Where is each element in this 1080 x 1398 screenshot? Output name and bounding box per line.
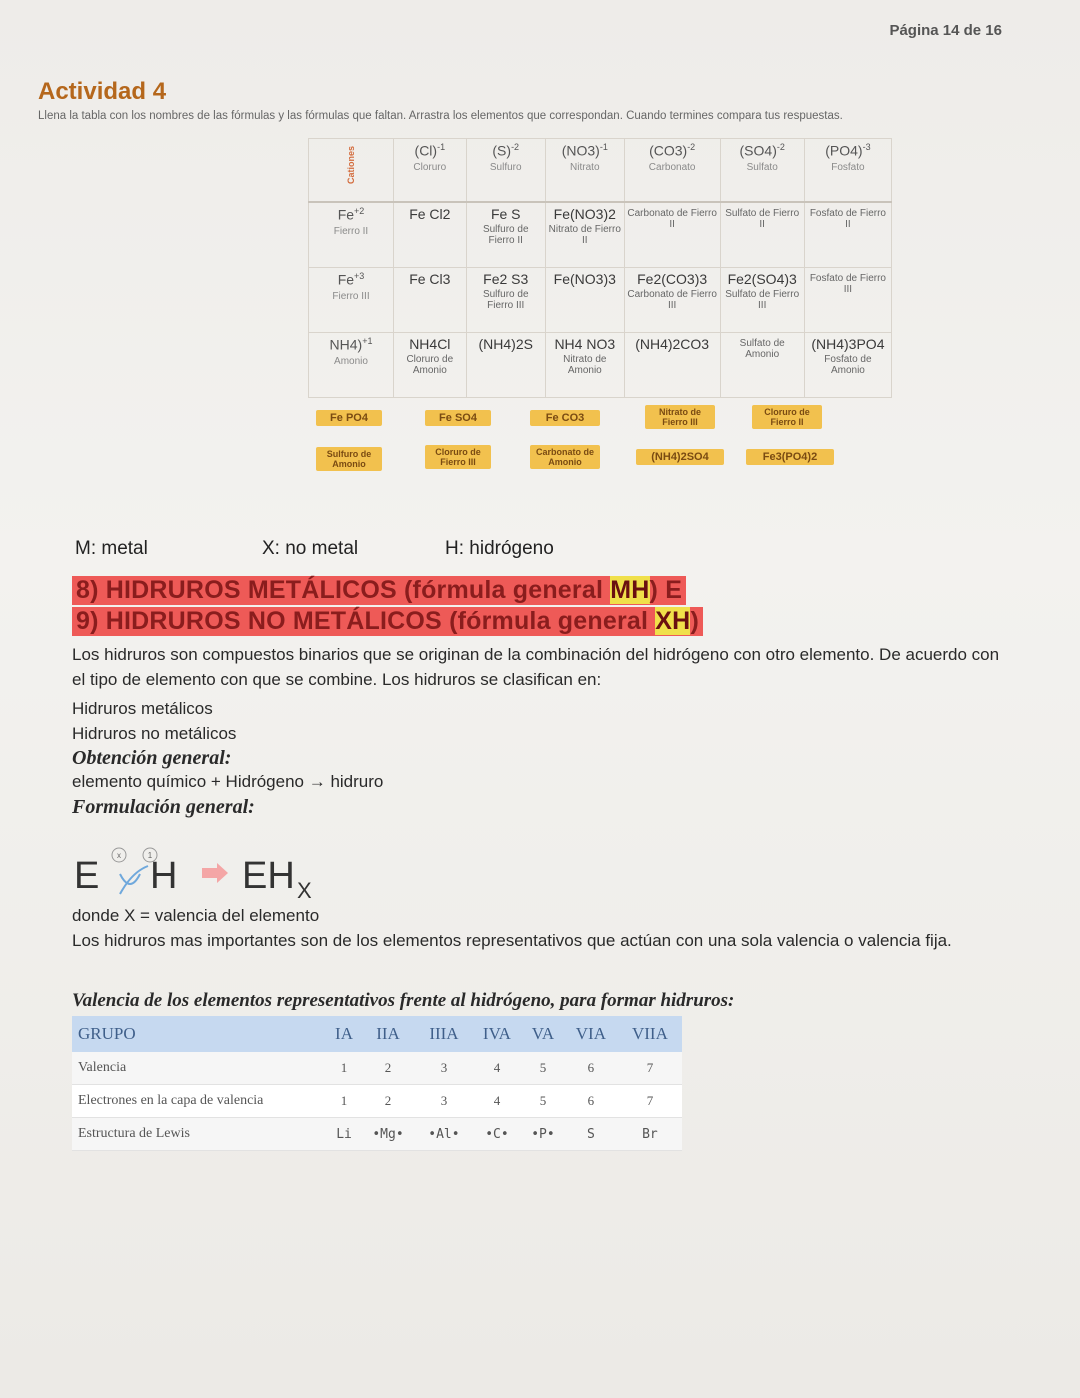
- anion-header: $(PO4)^{-3}$ Fosfato: [804, 139, 891, 203]
- donde-text: donde X = valencia del elemento: [72, 906, 320, 925]
- heading-hidruros-metalicos: 8) HIDRUROS METÁLICOS (fórmula general MH) E: [72, 576, 686, 605]
- drop-cell[interactable]: Fe2(SO4)3 Sulfato de Fierro III: [720, 268, 804, 333]
- drop-cell[interactable]: (NH4)2CO3: [624, 333, 720, 398]
- lewis-structure: •Al•: [416, 1118, 472, 1151]
- row-label: Electrones en la capa de valencia: [72, 1085, 328, 1118]
- group-header: VIIA: [618, 1016, 682, 1052]
- table-cell: 1: [328, 1052, 360, 1085]
- drag-chip[interactable]: Sulfuro de Amonio: [316, 447, 382, 471]
- anion-header: $(SO4)^{-2}$ Sulfato: [720, 139, 804, 203]
- group-header: IIIA: [416, 1016, 472, 1052]
- list-item: Hidruros no metálicos: [72, 724, 237, 743]
- table-row: [309, 333, 892, 398]
- drag-chip[interactable]: (NH4)2SO4: [636, 449, 724, 465]
- anion-header-row: [309, 139, 892, 203]
- legend-metal: M: metal: [75, 538, 148, 559]
- result-subscript: X: [297, 878, 312, 903]
- valencia-title: Valencia de los elementos representativos frente al hidrógeno, para formar hidruros:: [72, 990, 735, 1011]
- drop-cell[interactable]: Fosfato de Fierro II: [804, 202, 891, 268]
- importantes-paragraph: Los hidruros mas importantes son de los elementos representativos que actúan con una sola valencia o valencia fija.: [72, 931, 952, 950]
- valence-table: [72, 1016, 682, 1151]
- corner-cell: [309, 139, 394, 203]
- formulacion-label: Formulación general:: [72, 796, 255, 818]
- element-h: H: [150, 855, 178, 897]
- intro-paragraph: Los hidruros son compuestos binarios que se originan de la combinación del hidrógeno con otro elemento. De acuerdo con el tipo de elemento con que se combine. Los hidruros se clasifican en:: [72, 645, 1000, 689]
- anion-header: $(CO3)^{-2}$ Carbonato: [624, 139, 720, 203]
- table-cell: 5: [522, 1052, 564, 1085]
- row-label: Estructura de Lewis: [72, 1118, 328, 1151]
- table-cell: 6: [564, 1052, 618, 1085]
- table-row: [309, 202, 892, 268]
- table-cell: 2: [360, 1052, 416, 1085]
- cation-cell: $Fe^{+3}$ Fierro III: [309, 268, 394, 333]
- drag-chip[interactable]: Fe PO4: [316, 410, 382, 426]
- drop-cell[interactable]: Fe Cl3: [394, 268, 467, 333]
- drop-cell[interactable]: Sulfato de Amonio: [720, 333, 804, 398]
- table-row: [72, 1052, 682, 1085]
- drop-cell[interactable]: Fe2 S3 Sulfuro de Fierro III: [466, 268, 545, 333]
- lewis-structure: •Mg•: [360, 1118, 416, 1151]
- lewis-structure: •C•: [472, 1118, 522, 1151]
- drop-cell[interactable]: (NH4)2S: [466, 333, 545, 398]
- drop-cell[interactable]: Fe S Sulfuro de Fierro II: [466, 202, 545, 268]
- arrow-icon: [202, 863, 228, 883]
- element-e: E: [74, 855, 100, 897]
- table-row: [72, 1118, 682, 1151]
- table-row: [72, 1085, 682, 1118]
- drop-cell[interactable]: Fe(NO3)3: [545, 268, 624, 333]
- obtencion-label: Obtención general:: [72, 747, 232, 769]
- table-cell: 1: [328, 1085, 360, 1118]
- general-formula: [72, 846, 432, 906]
- legend-nonmetal: X: no metal: [262, 538, 359, 559]
- table-cell: 2: [360, 1085, 416, 1118]
- group-header: IIA: [360, 1016, 416, 1052]
- formula-table: [308, 138, 892, 398]
- row-label: Valencia: [72, 1052, 328, 1085]
- activity-instruction: Llena la tabla con los nombres de las fórmulas y las fórmulas que faltan. Arrastra los elementos que correspondan. Cuando termines compara tus respuestas.: [38, 110, 843, 122]
- general-formula-diagram: [72, 846, 432, 906]
- table-cell: 4: [472, 1085, 522, 1118]
- drop-cell[interactable]: Fe Cl2: [394, 202, 467, 268]
- result-formula: EH: [242, 855, 295, 897]
- cationes-label: Cationes: [346, 146, 356, 185]
- svg-text:x: x: [117, 851, 121, 860]
- drag-chip[interactable]: Fe CO3: [530, 410, 600, 426]
- group-header: IVA: [472, 1016, 522, 1052]
- group-header: VA: [522, 1016, 564, 1052]
- anion-header: $(NO3)^{-1}$ Nitrato: [545, 139, 624, 203]
- obtencion-text: elemento químico + Hidrógeno → hidruro: [72, 772, 384, 791]
- table-cell: 6: [564, 1085, 618, 1118]
- drag-chip[interactable]: Nitrato de Fierro III: [645, 405, 715, 429]
- drag-chip[interactable]: Cloruro de Fierro III: [425, 445, 491, 469]
- lewis-structure: S: [564, 1118, 618, 1151]
- drop-cell[interactable]: NH4Cl Cloruro de Amonio: [394, 333, 467, 398]
- drop-cell[interactable]: Fosfato de Fierro III: [804, 268, 891, 333]
- heading-hidruros-no-metalicos: 9) HIDRUROS NO METÁLICOS (fórmula general XH): [72, 607, 703, 636]
- lewis-structure: •P•: [522, 1118, 564, 1151]
- list-item: Hidruros metálicos: [72, 699, 213, 718]
- valence-header-row: [72, 1016, 682, 1052]
- cation-cell: NH4)$^{+1}$ Amonio: [309, 333, 394, 398]
- drag-chip[interactable]: Fe3(PO4)2: [746, 449, 834, 465]
- activity-title: Actividad 4: [38, 78, 167, 105]
- cation-cell: $Fe^{+2}$ Fierro II: [309, 202, 394, 268]
- svg-text:1: 1: [147, 851, 153, 860]
- drag-chip[interactable]: Fe SO4: [425, 410, 491, 426]
- lewis-structure: Br: [618, 1118, 682, 1151]
- page-number: Página 14 de 16: [889, 22, 1002, 39]
- table-cell: 3: [416, 1052, 472, 1085]
- drag-chip[interactable]: Cloruro de Fierro II: [752, 405, 822, 429]
- lewis-structure: Li: [328, 1118, 360, 1151]
- group-header: IA: [328, 1016, 360, 1052]
- drop-cell[interactable]: Carbonato de Fierro II: [624, 202, 720, 268]
- grupo-label: GRUPO: [72, 1016, 328, 1052]
- anion-header: $(Cl)^{-1}$ Cloruro: [394, 139, 467, 203]
- table-row: [309, 268, 892, 333]
- table-cell: 7: [618, 1052, 682, 1085]
- legend-hydrogen: H: hidrógeno: [445, 538, 554, 559]
- drop-cell[interactable]: Sulfato de Fierro II: [720, 202, 804, 268]
- drag-chip[interactable]: Carbonato de Amonio: [530, 445, 600, 469]
- drop-cell[interactable]: NH4 NO3 Nitrato de Amonio: [545, 333, 624, 398]
- drop-cell[interactable]: Fe(NO3)2 Nitrato de Fierro II: [545, 202, 624, 268]
- table-cell: 4: [472, 1052, 522, 1085]
- drop-cell[interactable]: Fe2(CO3)3 Carbonato de Fierro III: [624, 268, 720, 333]
- group-header: VIA: [564, 1016, 618, 1052]
- anion-header: $(S)^{-2}$ Sulfuro: [466, 139, 545, 203]
- table-cell: 3: [416, 1085, 472, 1118]
- table-cell: 5: [522, 1085, 564, 1118]
- table-cell: 7: [618, 1085, 682, 1118]
- drop-cell[interactable]: (NH4)3PO4 Fosfato de Amonio: [804, 333, 891, 398]
